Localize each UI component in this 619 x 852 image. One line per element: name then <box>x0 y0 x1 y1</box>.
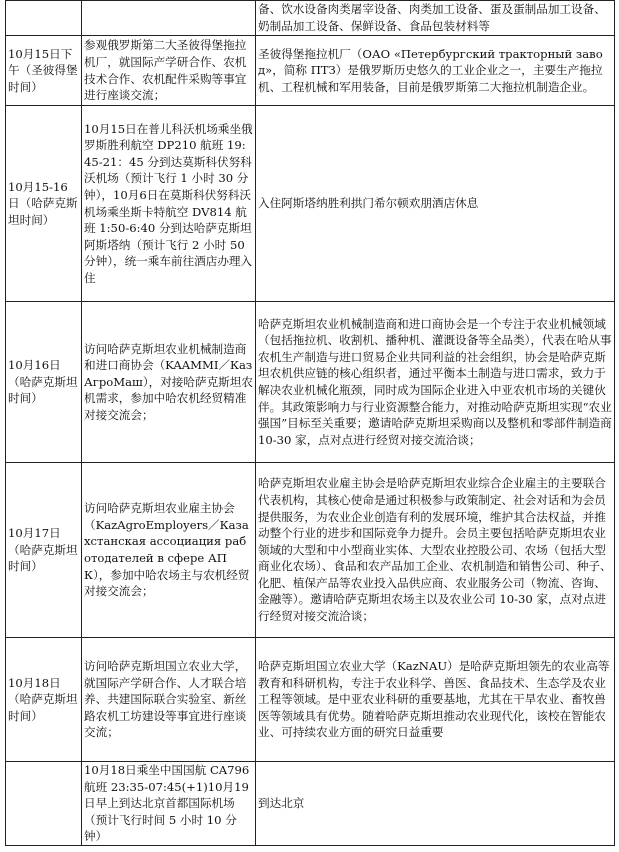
date-cell: 10月15-16日（哈萨克斯坦时间） <box>6 106 82 302</box>
description-cell: 哈萨克斯坦农业机械制造商和进口商协会是一个专注于农业机械领域（包括拖拉机、收割机、播种机、灌溉设备等全品类），代表在哈从事农机生产制造与进口贸易企业共同利益的社会组织，协会是哈萨克斯坦农机供应链的核心组织者，通过平衡本土制造与进口需求，致力于解决农业机械化瓶颈，同时成为国际企业进入中亚农机市场的关键伙伴。其政策影响力与行业资源整合能力，对推动哈萨克斯坦实现“农业强国”目标至关重要；邀请哈萨克斯坦采购商以及整机和零部件制造商 10-30 家，点对点进行经贸对接交流洽谈； <box>256 302 615 463</box>
activity-cell: 访问哈萨克斯坦国立农业大学，就国际产学研合作、人才联合培养、共建国际联合实验室、新丝路农机工坊建设等事宜进行座谈交流； <box>82 638 256 762</box>
date-cell <box>6 1 82 36</box>
activity-cell: 访问哈萨克斯坦农业雇主协会（KazAgroEmployers／Казахстанская ассоциация работодателей в сфере АПК），参加中哈农场主与农机经贸对接交流会； <box>82 463 256 638</box>
date-cell: 10月18日（哈萨克斯坦时间） <box>6 638 82 762</box>
description-cell: 哈萨克斯坦国立农业大学（KazNAU）是哈萨克斯坦领先的农业高等教育和科研机构，专注于农业科学、兽医、食品技术、生态学及农业工程等领域。是中亚农业科研的重要基地，尤其在干旱农业、畜牧兽医等领域具有优势。随着哈萨克斯坦推动农业现代化，该校在智能农业、可持续农业方面的研究日益重要 <box>256 638 615 762</box>
table-row <box>6 36 615 106</box>
date-cell: 10月16日（哈萨克斯坦时间） <box>6 302 82 463</box>
activity-cell <box>82 1 256 36</box>
table-row <box>6 638 615 762</box>
table-row <box>6 106 615 302</box>
date-cell: 10月17日（哈萨克斯坦时间） <box>6 463 82 638</box>
table-row <box>6 762 615 846</box>
description-cell: 圣彼得堡拖拉机厂（ОАО «Петербургский тракторный завод»，简称 ПТЗ）是俄罗斯历史悠久的工业企业之一，主要生产拖拉机、工程机械和军用装备，目前是俄罗斯第二大拖拉机制造企业。 <box>256 36 615 106</box>
description-cell: 备、饮水设备肉类屠宰设备、肉类加工设备、蛋及蛋制品加工设备、奶制品加工设备、保鲜设备、食品包装材料等 <box>256 1 615 36</box>
activity-cell: 10月18日乘坐中国国航 CA796 航班 23:35-07:45(+1)10月19日早上到达北京首都国际机场（预计飞行时间 5 小时 10 分钟） <box>82 762 256 846</box>
date-cell <box>6 762 82 846</box>
table-row <box>6 1 615 36</box>
description-cell: 入住阿斯塔纳胜利拱门希尔顿欢朋酒店休息 <box>256 106 615 302</box>
itinerary-table <box>5 0 615 846</box>
description-cell: 哈萨克斯坦农业雇主协会是哈萨克斯坦农业综合企业雇主的主要联合代表机构，其核心使命是通过积极参与政策制定、社会对话和为会员提供服务，为农业企业创造有利的发展环境，维护其合法权益，并推动整个行业的进步和国际竞争力提升。会员主要包括哈萨克斯坦农业领域的大型和中小型商业实体、大型农业控股公司、农场（包括大型商业化农场）、食品和农产品加工企业、农机制造和销售公司、种子、化肥、植保产品等农业投入品供应商、农业服务公司（物流、咨询、金融等）。邀请哈萨克斯坦农场主以及农业公司 10-30 家，点对点进行经贸对接交流洽谈； <box>256 463 615 638</box>
table-row <box>6 463 615 638</box>
activity-cell: 访问哈萨克斯坦农业机械制造商和进口商协会（KAAMMI／КазАгроМаш），对接哈萨克斯坦农机需求，参加中哈农机经贸精准对接交流会； <box>82 302 256 463</box>
activity-cell: 10月15日在普儿科沃机场乘坐俄罗斯胜利航空 DP210 航班 19:45-21：45 分到达莫斯科伏努科沃机场（预计飞行 1 小时 30 分钟），10月6日在莫斯科伏努科沃机场乘坐斯卡特航空 DV814 航班 1:50-6:40 分到达哈萨克斯坦阿斯塔纳（预计飞行 2 小时 50 分钟），统一乘车前往酒店办理入住 <box>82 106 256 302</box>
table-row <box>6 302 615 463</box>
description-cell: 到达北京 <box>256 762 615 846</box>
date-cell: 10月15日下午（圣彼得堡时间） <box>6 36 82 106</box>
activity-cell: 参观俄罗斯第二大圣彼得堡拖拉机厂，就国际产学研合作、农机技术合作、农机配件采购等事宜进行座谈交流； <box>82 36 256 106</box>
